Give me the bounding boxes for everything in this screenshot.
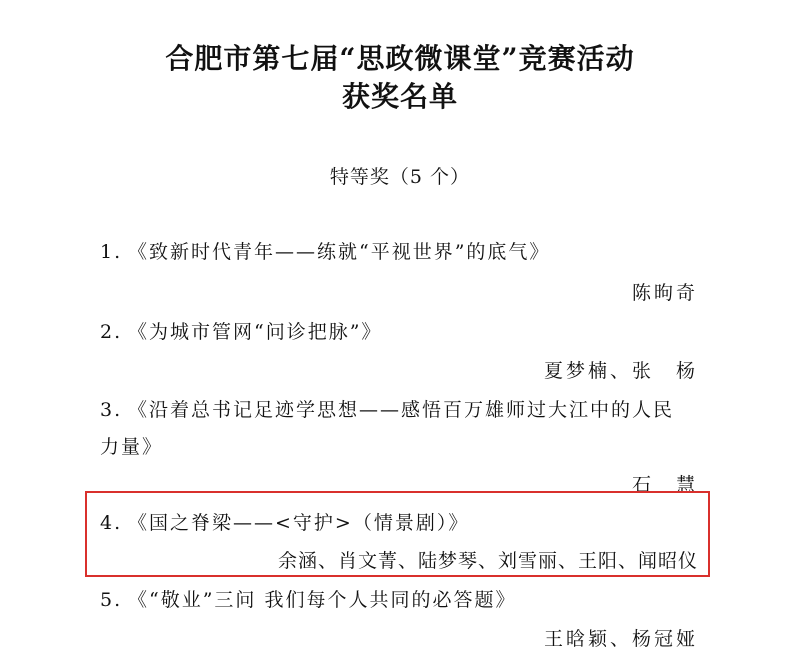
item-authors: 夏梦楠、张 杨	[543, 360, 698, 382]
item-title: 《国之脊梁——<守护>（情景剧）》	[128, 512, 470, 534]
item-number: 5.	[100, 589, 123, 611]
list-item	[100, 395, 674, 422]
item-number: 4.	[100, 512, 123, 534]
award-category-heading: 特等奖（5 个）	[329, 166, 471, 188]
item-title-continuation: 力量》	[100, 436, 164, 458]
item-authors: 陈昫奇	[631, 282, 698, 304]
item-title: 《致新时代青年——练就“平视世界”的底气》	[128, 241, 551, 263]
document-title: 合肥市第七届“思政微课堂”竞赛活动	[165, 42, 635, 75]
list-item	[100, 317, 382, 344]
item-authors: 王晗颖、杨冠娅	[543, 628, 698, 650]
item-number: 3.	[100, 399, 123, 421]
list-item	[100, 237, 550, 264]
item-title: 《沿着总书记足迹学思想——感悟百万雄师过大江中的人民	[128, 399, 675, 421]
item-number: 1.	[100, 241, 123, 263]
item-title: 《“敬业”三问 我们每个人共同的必答题》	[128, 589, 517, 611]
item-number: 2.	[100, 321, 123, 343]
item-authors: 石 慧	[631, 474, 698, 496]
item-title: 《为城市管网“问诊把脉”》	[128, 321, 383, 343]
item-authors: 余涵、肖文菁、陆梦琴、刘雪丽、王阳、闻昭仪	[277, 550, 698, 572]
list-item	[100, 585, 516, 612]
list-item	[100, 508, 469, 535]
document-subtitle: 获奖名单	[341, 80, 458, 113]
